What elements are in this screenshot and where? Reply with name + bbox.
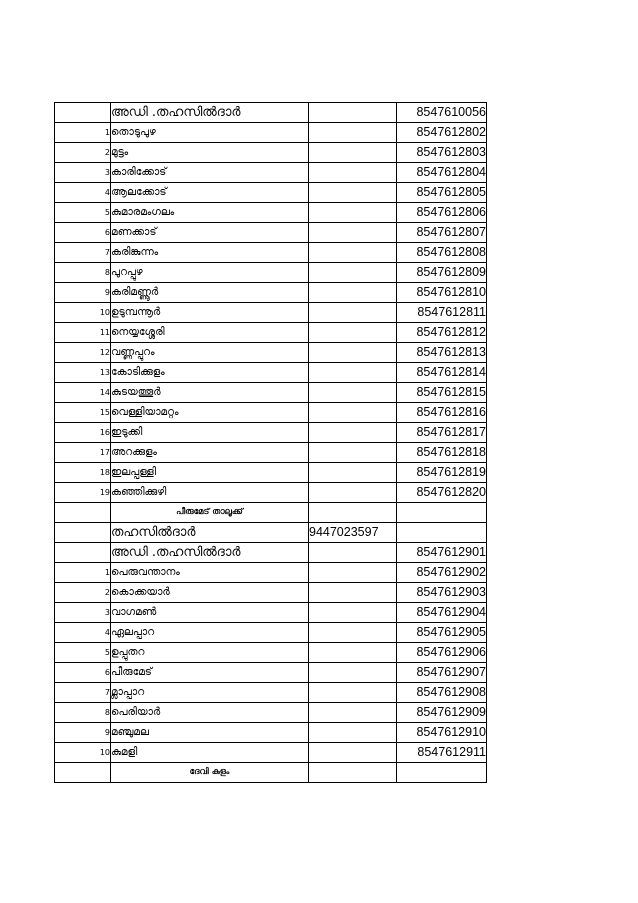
mobile-number-cell: 8547612902 (397, 563, 487, 583)
phone-number-cell (309, 763, 397, 783)
table-row (55, 203, 487, 223)
office-name-cell: പീരുമേട് (111, 663, 309, 683)
mobile-number-cell: 8547612803 (397, 143, 487, 163)
table-row (55, 183, 487, 203)
mobile-number-cell: 8547612810 (397, 283, 487, 303)
mobile-number-cell: 8547612812 (397, 323, 487, 343)
table-row (55, 103, 487, 123)
table-row (55, 403, 487, 423)
office-contact-table (54, 102, 487, 783)
mobile-number-cell: 8547610056 (397, 103, 487, 123)
serial-number-cell: 2 (55, 583, 111, 603)
phone-number-cell (309, 123, 397, 143)
office-name-cell: കഞ്ഞിക്കുഴി (111, 483, 309, 503)
table-row (55, 303, 487, 323)
table-row (55, 363, 487, 383)
table-row (55, 123, 487, 143)
table-row (55, 263, 487, 283)
serial-number-cell: 7 (55, 683, 111, 703)
serial-number-cell: 5 (55, 643, 111, 663)
phone-number-cell (309, 223, 397, 243)
mobile-number-cell: 8547612903 (397, 583, 487, 603)
phone-number-cell (309, 703, 397, 723)
office-name-cell: ഇടുക്കി (111, 423, 309, 443)
table-row (55, 243, 487, 263)
office-name-cell: ദേവി കുളം (111, 763, 309, 783)
serial-number-cell: 10 (55, 743, 111, 763)
phone-number-cell (309, 103, 397, 123)
mobile-number-cell: 8547612809 (397, 263, 487, 283)
phone-number-cell (309, 563, 397, 583)
mobile-number-cell: 8547612808 (397, 243, 487, 263)
phone-number-cell (309, 363, 397, 383)
serial-number-cell: 1 (55, 563, 111, 583)
office-name-cell: തഹസിൽദാർ (111, 523, 309, 543)
office-name-cell: കുമളി (111, 743, 309, 763)
serial-number-cell: 1 (55, 123, 111, 143)
table-row (55, 743, 487, 763)
mobile-number-cell: 8547612814 (397, 363, 487, 383)
office-name-cell: ആലക്കോട് (111, 183, 309, 203)
phone-number-cell (309, 483, 397, 503)
table-row (55, 283, 487, 303)
serial-number-cell: 11 (55, 323, 111, 343)
office-name-cell: വണ്ണപ്പുറം (111, 343, 309, 363)
mobile-number-cell (397, 503, 487, 523)
phone-number-cell (309, 603, 397, 623)
phone-number-cell (309, 423, 397, 443)
mobile-number-cell: 8547612819 (397, 463, 487, 483)
mobile-number-cell: 8547612908 (397, 683, 487, 703)
serial-number-cell: 2 (55, 143, 111, 163)
serial-number-cell: 8 (55, 263, 111, 283)
table-row (55, 463, 487, 483)
table-row (55, 343, 487, 363)
table-row (55, 543, 487, 563)
serial-number-cell: 5 (55, 203, 111, 223)
mobile-number-cell: 8547612816 (397, 403, 487, 423)
office-name-cell: ഇലപ്പള്ളി (111, 463, 309, 483)
mobile-number-cell (397, 523, 487, 543)
serial-number-cell: 9 (55, 723, 111, 743)
mobile-number-cell: 8547612807 (397, 223, 487, 243)
phone-number-cell (309, 543, 397, 563)
office-name-cell: കുടയത്തൂർ (111, 383, 309, 403)
phone-number-cell (309, 503, 397, 523)
office-name-cell: പെരിയാർ (111, 703, 309, 723)
table-row (55, 703, 487, 723)
phone-number-cell (309, 263, 397, 283)
office-name-cell: മഞ്ചുമല (111, 723, 309, 743)
table-row (55, 523, 487, 543)
mobile-number-cell: 8547612905 (397, 623, 487, 643)
phone-number-cell (309, 723, 397, 743)
table-row (55, 483, 487, 503)
office-name-cell: അഡി .തഹസിൽദാർ (111, 103, 309, 123)
office-name-cell: കരിങ്കുന്നം (111, 243, 309, 263)
office-name-cell: മ്ലാപ്പാറ (111, 683, 309, 703)
mobile-number-cell: 8547612805 (397, 183, 487, 203)
serial-number-cell: 12 (55, 343, 111, 363)
serial-number-cell: 18 (55, 463, 111, 483)
mobile-number-cell: 8547612904 (397, 603, 487, 623)
table-row (55, 563, 487, 583)
table-row (55, 603, 487, 623)
phone-number-cell (309, 743, 397, 763)
serial-number-cell: 3 (55, 163, 111, 183)
mobile-number-cell: 8547612813 (397, 343, 487, 363)
serial-number-cell: 17 (55, 443, 111, 463)
serial-number-cell: 9 (55, 283, 111, 303)
office-name-cell: പീരുമേട് താലൂക്ക് (111, 503, 309, 523)
phone-number-cell (309, 683, 397, 703)
table-row (55, 223, 487, 243)
phone-number-cell (309, 243, 397, 263)
phone-number-cell (309, 323, 397, 343)
mobile-number-cell: 8547612811 (397, 303, 487, 323)
mobile-number-cell: 8547612806 (397, 203, 487, 223)
serial-number-cell: 15 (55, 403, 111, 423)
table-body (55, 103, 487, 783)
mobile-number-cell: 8547612909 (397, 703, 487, 723)
office-name-cell: കൊക്കയാർ (111, 583, 309, 603)
serial-number-cell: 6 (55, 663, 111, 683)
office-name-cell: വെള്ളിയാമറ്റം (111, 403, 309, 423)
mobile-number-cell (397, 763, 487, 783)
office-name-cell: അഡി .തഹസിൽദാർ (111, 543, 309, 563)
phone-number-cell (309, 623, 397, 643)
table-row (55, 443, 487, 463)
mobile-number-cell: 8547612820 (397, 483, 487, 503)
table-row (55, 383, 487, 403)
table-row (55, 683, 487, 703)
office-name-cell: കുമാരമംഗലം (111, 203, 309, 223)
phone-number-cell (309, 663, 397, 683)
office-name-cell: കരിമണ്ണൂർ (111, 283, 309, 303)
mobile-number-cell: 8547612815 (397, 383, 487, 403)
table-row (55, 723, 487, 743)
table-row (55, 163, 487, 183)
mobile-number-cell: 8547612910 (397, 723, 487, 743)
serial-number-cell: 10 (55, 303, 111, 323)
serial-number-cell (55, 523, 111, 543)
mobile-number-cell: 8547612802 (397, 123, 487, 143)
office-name-cell: വാഗമൺ (111, 603, 309, 623)
mobile-number-cell: 8547612907 (397, 663, 487, 683)
office-name-cell: നെയ്യശ്ശേരി (111, 323, 309, 343)
mobile-number-cell: 8547612901 (397, 543, 487, 563)
serial-number-cell: 7 (55, 243, 111, 263)
office-name-cell: പുറപ്പുഴ (111, 263, 309, 283)
serial-number-cell: 6 (55, 223, 111, 243)
table-row (55, 663, 487, 683)
office-name-cell: ഏലപ്പാറ (111, 623, 309, 643)
serial-number-cell: 4 (55, 183, 111, 203)
table-row (55, 643, 487, 663)
phone-number-cell: 9447023597 (309, 523, 397, 543)
office-name-cell: കോടിക്കുളം (111, 363, 309, 383)
serial-number-cell: 19 (55, 483, 111, 503)
office-name-cell: കാരിക്കോട് (111, 163, 309, 183)
mobile-number-cell: 8547612818 (397, 443, 487, 463)
mobile-number-cell: 8547612911 (397, 743, 487, 763)
phone-number-cell (309, 463, 397, 483)
table-row (55, 423, 487, 443)
serial-number-cell: 3 (55, 603, 111, 623)
phone-number-cell (309, 303, 397, 323)
serial-number-cell (55, 543, 111, 563)
serial-number-cell: 8 (55, 703, 111, 723)
phone-number-cell (309, 583, 397, 603)
office-name-cell: അറക്കുളം (111, 443, 309, 463)
table-row (55, 763, 487, 783)
serial-number-cell: 14 (55, 383, 111, 403)
mobile-number-cell: 8547612906 (397, 643, 487, 663)
phone-number-cell (309, 183, 397, 203)
phone-number-cell (309, 143, 397, 163)
table-row (55, 143, 487, 163)
serial-number-cell: 16 (55, 423, 111, 443)
table-row (55, 583, 487, 603)
office-name-cell: മണക്കാട് (111, 223, 309, 243)
serial-number-cell: 13 (55, 363, 111, 383)
phone-number-cell (309, 163, 397, 183)
phone-number-cell (309, 443, 397, 463)
serial-number-cell (55, 103, 111, 123)
phone-number-cell (309, 283, 397, 303)
serial-number-cell: 4 (55, 623, 111, 643)
phone-number-cell (309, 643, 397, 663)
phone-number-cell (309, 343, 397, 363)
phone-number-cell (309, 383, 397, 403)
mobile-number-cell: 8547612804 (397, 163, 487, 183)
office-name-cell: ഉപ്പുതറ (111, 643, 309, 663)
table-row (55, 623, 487, 643)
table-row (55, 503, 487, 523)
table-row (55, 323, 487, 343)
office-name-cell: മുട്ടം (111, 143, 309, 163)
serial-number-cell (55, 503, 111, 523)
office-name-cell: തൊടുപുഴ (111, 123, 309, 143)
serial-number-cell (55, 763, 111, 783)
phone-number-cell (309, 403, 397, 423)
office-name-cell: ഉടുമ്പന്നൂർ (111, 303, 309, 323)
phone-number-cell (309, 203, 397, 223)
office-name-cell: പെരുവന്താനം (111, 563, 309, 583)
mobile-number-cell: 8547612817 (397, 423, 487, 443)
